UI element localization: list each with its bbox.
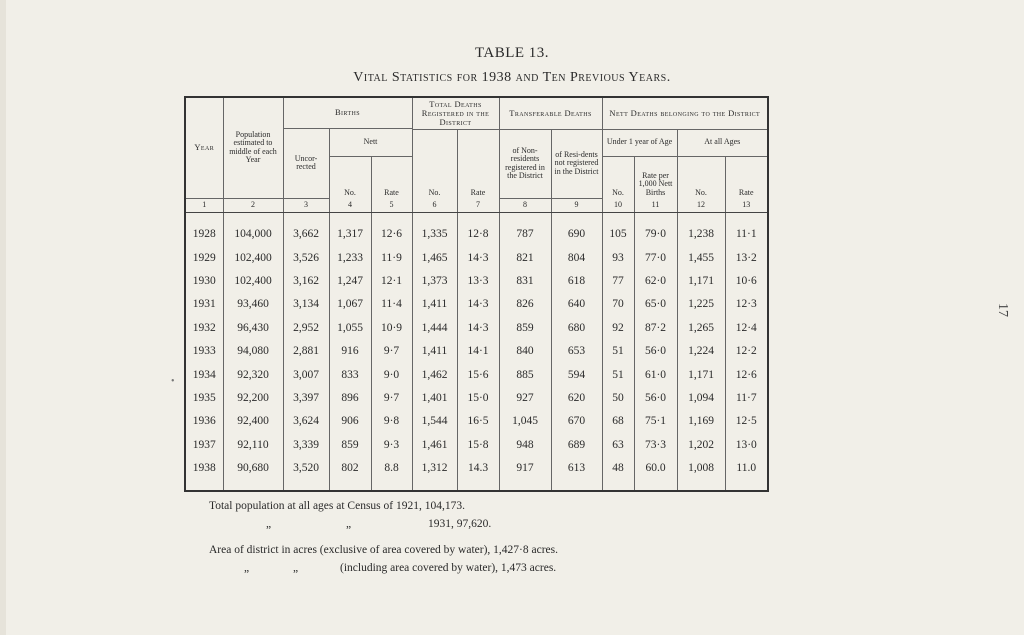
table-cell: 1,045 [499, 410, 551, 433]
table-cell: 92,110 [223, 433, 283, 456]
table-cell: 92,200 [223, 386, 283, 409]
table-cell: 1,233 [329, 246, 371, 269]
column-number: 4 [329, 198, 371, 212]
table-cell: 92,400 [223, 410, 283, 433]
table-cell: 1,317 [329, 223, 371, 246]
table-cell: 1938 [192, 462, 216, 475]
table-cell: 96,430 [223, 316, 283, 339]
table-cell: 9·8 [371, 410, 412, 433]
table-cell: 1,444 [412, 316, 457, 339]
table-cell: 1,544 [412, 410, 457, 433]
header-transferable-deaths: Transferable Deaths [499, 98, 602, 129]
table-cell: 1,169 [677, 410, 725, 433]
table-row [186, 457, 767, 480]
table-cell: 1,465 [412, 246, 457, 269]
table-row [186, 223, 767, 246]
table-cell: 1929 [192, 251, 216, 264]
table-cell: 15·0 [457, 386, 499, 409]
table-cell: 51 [602, 340, 634, 363]
header-all-ages-no: No. [677, 156, 725, 198]
table-cell: 3,662 [283, 223, 329, 246]
column-number: 3 [283, 198, 329, 212]
table-cell: 12·6 [371, 223, 412, 246]
table-cell: 56·0 [634, 340, 677, 363]
table-cell: 1,224 [677, 340, 725, 363]
table-cell: 63 [602, 433, 634, 456]
table-cell: 16·5 [457, 410, 499, 433]
note-census-1931: 1931, 97,620. [428, 518, 492, 530]
table-row [186, 363, 767, 386]
table-cell: 653 [551, 340, 602, 363]
table-cell: 12·2 [725, 340, 767, 363]
table-cell: 9·3 [371, 433, 412, 456]
table-cell: 804 [551, 246, 602, 269]
column-number: 7 [457, 198, 499, 212]
header-uncorrected: Uncor-rected [283, 128, 329, 198]
table-row [186, 269, 767, 292]
table-cell: 102,400 [223, 269, 283, 292]
column-number: 12 [677, 198, 725, 212]
note-ditto-mark: „ [244, 562, 250, 574]
table-cell: 3,007 [283, 363, 329, 386]
table-cell: 94,080 [223, 340, 283, 363]
table-cell: 1,455 [677, 246, 725, 269]
page-edge [0, 0, 6, 635]
table-cell: 1,411 [412, 293, 457, 316]
header-births: Births [283, 98, 412, 128]
column-number: 6 [412, 198, 457, 212]
table-cell: 948 [499, 433, 551, 456]
table-cell: 14·3 [457, 293, 499, 316]
table-cell: 11·4 [371, 293, 412, 316]
table-cell: 14.3 [457, 457, 499, 480]
table-cell: 15·8 [457, 433, 499, 456]
column-number: 10 [602, 198, 634, 212]
table-cell: 11·1 [725, 223, 767, 246]
header-residents-not-registered: of Resi-dents not registered in the District [551, 129, 602, 198]
table-cell: 93 [602, 246, 634, 269]
table-cell: 48 [602, 457, 634, 480]
header-deaths-no: No. [412, 129, 457, 198]
table-cell: 821 [499, 246, 551, 269]
table-row [186, 386, 767, 409]
table-cell: 1,238 [677, 223, 725, 246]
table-cell: 1,055 [329, 316, 371, 339]
table-cell: 859 [499, 316, 551, 339]
table-cell: 13·3 [457, 269, 499, 292]
header-nett-deaths: Nett Deaths belonging to the District [602, 98, 767, 129]
table-cell: 613 [551, 457, 602, 480]
column-number: 5 [371, 198, 412, 212]
table-row [186, 293, 767, 316]
header-year: Year [186, 98, 223, 198]
note-area-exclusive: Area of district in acres (exclusive of area covered by water), 1,427·8 acres. [209, 544, 558, 556]
table-cell: 917 [499, 457, 551, 480]
table-cell: 12·3 [725, 293, 767, 316]
header-all-ages: At all Ages [677, 129, 767, 156]
table-cell: 1,461 [412, 433, 457, 456]
table-cell: 690 [551, 223, 602, 246]
table-cell: 1,171 [677, 363, 725, 386]
table-cell: 105 [602, 223, 634, 246]
table-cell: 1,335 [412, 223, 457, 246]
table-cell: 50 [602, 386, 634, 409]
table-cell: 10·6 [725, 269, 767, 292]
table-cell: 594 [551, 363, 602, 386]
table-cell: 12·4 [725, 316, 767, 339]
header-births-no: No. [329, 156, 371, 198]
table-row [186, 433, 767, 456]
table-cell: 70 [602, 293, 634, 316]
table-cell: 1,411 [412, 340, 457, 363]
table-cell: 13·2 [725, 246, 767, 269]
table-cell: 9·0 [371, 363, 412, 386]
table-cell: 916 [329, 340, 371, 363]
table-cell: 1,373 [412, 269, 457, 292]
table-cell: 680 [551, 316, 602, 339]
table-cell: 12·8 [457, 223, 499, 246]
bullet-mark: • [171, 376, 175, 387]
vital-statistics-table [184, 96, 769, 492]
table-cell: 13·0 [725, 433, 767, 456]
table-cell: 9·7 [371, 340, 412, 363]
table-row [186, 340, 767, 363]
table-cell: 65·0 [634, 293, 677, 316]
table-cell: 1,265 [677, 316, 725, 339]
header-total-deaths: Total Deaths Registered in the District [412, 98, 499, 129]
table-cell: 1933 [192, 345, 216, 358]
table-cell: 1,247 [329, 269, 371, 292]
table-cell: 840 [499, 340, 551, 363]
column-number: 11 [634, 198, 677, 212]
note-area-inclusive: (including area covered by water), 1,473 acres. [340, 562, 557, 574]
note-ditto-mark: „ [293, 562, 299, 574]
table-cell: 73·3 [634, 433, 677, 456]
table-cell: 1,008 [677, 457, 725, 480]
table-cell: 9·7 [371, 386, 412, 409]
table-cell: 90,680 [223, 457, 283, 480]
table-cell: 1,202 [677, 433, 725, 456]
column-number: 8 [499, 198, 551, 212]
table-cell: 618 [551, 269, 602, 292]
column-number: 1 [186, 198, 223, 212]
table-cell: 1,312 [412, 457, 457, 480]
table-cell: 2,881 [283, 340, 329, 363]
column-number: 9 [551, 198, 602, 212]
table-title: TABLE 13. [474, 45, 550, 61]
table-cell: 3,520 [283, 457, 329, 480]
header-under-1-no: No. [602, 156, 634, 198]
table-cell: 3,624 [283, 410, 329, 433]
table-cell: 92 [602, 316, 634, 339]
table-cell: 787 [499, 223, 551, 246]
header-nett: Nett [329, 128, 412, 156]
table-cell: 51 [602, 363, 634, 386]
table-cell: 8.8 [371, 457, 412, 480]
table-cell: 14·1 [457, 340, 499, 363]
table-cell: 1932 [192, 321, 216, 334]
note-census-1921: Total population at all ages at Census of 1921, 104,173. [209, 500, 465, 512]
table-cell: 640 [551, 293, 602, 316]
table-cell: 1935 [192, 392, 216, 405]
table-cell: 689 [551, 433, 602, 456]
table-cell: 802 [329, 457, 371, 480]
header-population: Population estimated to middle of each Year [223, 98, 283, 198]
table-cell: 3,339 [283, 433, 329, 456]
table-cell: 12·1 [371, 269, 412, 292]
table-cell: 3,397 [283, 386, 329, 409]
header-births-rate: Rate [371, 156, 412, 198]
table-cell: 12·5 [725, 410, 767, 433]
table-cell: 906 [329, 410, 371, 433]
column-number: 2 [223, 198, 283, 212]
table-row [186, 410, 767, 433]
note-ditto-mark: „ [346, 518, 352, 530]
table-cell: 60.0 [634, 457, 677, 480]
header-deaths-rate: Rate [457, 129, 499, 198]
table-cell: 11·9 [371, 246, 412, 269]
table-cell: 1,462 [412, 363, 457, 386]
table-cell: 61·0 [634, 363, 677, 386]
table-cell: 87·2 [634, 316, 677, 339]
table-cell: 56·0 [634, 386, 677, 409]
header-under-1-rate: Rate per 1,000 Nett Births [634, 156, 677, 198]
table-cell: 3,526 [283, 246, 329, 269]
table-cell: 1,401 [412, 386, 457, 409]
table-cell: 92,320 [223, 363, 283, 386]
table-cell: 1930 [192, 275, 216, 288]
page-number: 17 [995, 303, 1010, 317]
table-cell: 3,134 [283, 293, 329, 316]
table-cell: 14·3 [457, 316, 499, 339]
table-cell: 10·9 [371, 316, 412, 339]
table-cell: 1,094 [677, 386, 725, 409]
table-cell: 15·6 [457, 363, 499, 386]
table-subtitle: Vital Statistics for 1938 and Ten Previous Years. [353, 70, 671, 85]
table-cell: 896 [329, 386, 371, 409]
header-all-ages-rate: Rate [725, 156, 767, 198]
table-cell: 859 [329, 433, 371, 456]
table-cell: 75·1 [634, 410, 677, 433]
table-row [186, 316, 767, 339]
table-cell: 3,162 [283, 269, 329, 292]
table-row [186, 246, 767, 269]
table-cell: 1931 [192, 298, 216, 311]
table-cell: 1,171 [677, 269, 725, 292]
table-cell: 1934 [192, 368, 216, 381]
table-cell: 11·7 [725, 386, 767, 409]
table-cell: 885 [499, 363, 551, 386]
table-cell: 68 [602, 410, 634, 433]
table-cell: 79·0 [634, 223, 677, 246]
table-cell: 1,225 [677, 293, 725, 316]
table-cell: 2,952 [283, 316, 329, 339]
header-under-1-year: Under 1 year of Age [602, 129, 677, 156]
table-cell: 927 [499, 386, 551, 409]
column-number: 13 [725, 198, 767, 212]
table-cell: 670 [551, 410, 602, 433]
table-cell: 93,460 [223, 293, 283, 316]
table-cell: 14·3 [457, 246, 499, 269]
table-cell: 831 [499, 269, 551, 292]
note-ditto-mark: „ [266, 518, 272, 530]
table-cell: 62·0 [634, 269, 677, 292]
table-cell: 1936 [192, 415, 216, 428]
table-cell: 77·0 [634, 246, 677, 269]
table-cell: 1937 [192, 438, 216, 451]
table-cell: 12·6 [725, 363, 767, 386]
table-cell: 620 [551, 386, 602, 409]
table-cell: 102,400 [223, 246, 283, 269]
table-cell: 11.0 [725, 457, 767, 480]
table-cell: 1928 [192, 228, 216, 241]
table-cell: 826 [499, 293, 551, 316]
table-cell: 833 [329, 363, 371, 386]
table-cell: 104,000 [223, 223, 283, 246]
header-non-residents: of Non-residents registered in the District [499, 129, 551, 198]
table-cell: 77 [602, 269, 634, 292]
table-cell: 1,067 [329, 293, 371, 316]
